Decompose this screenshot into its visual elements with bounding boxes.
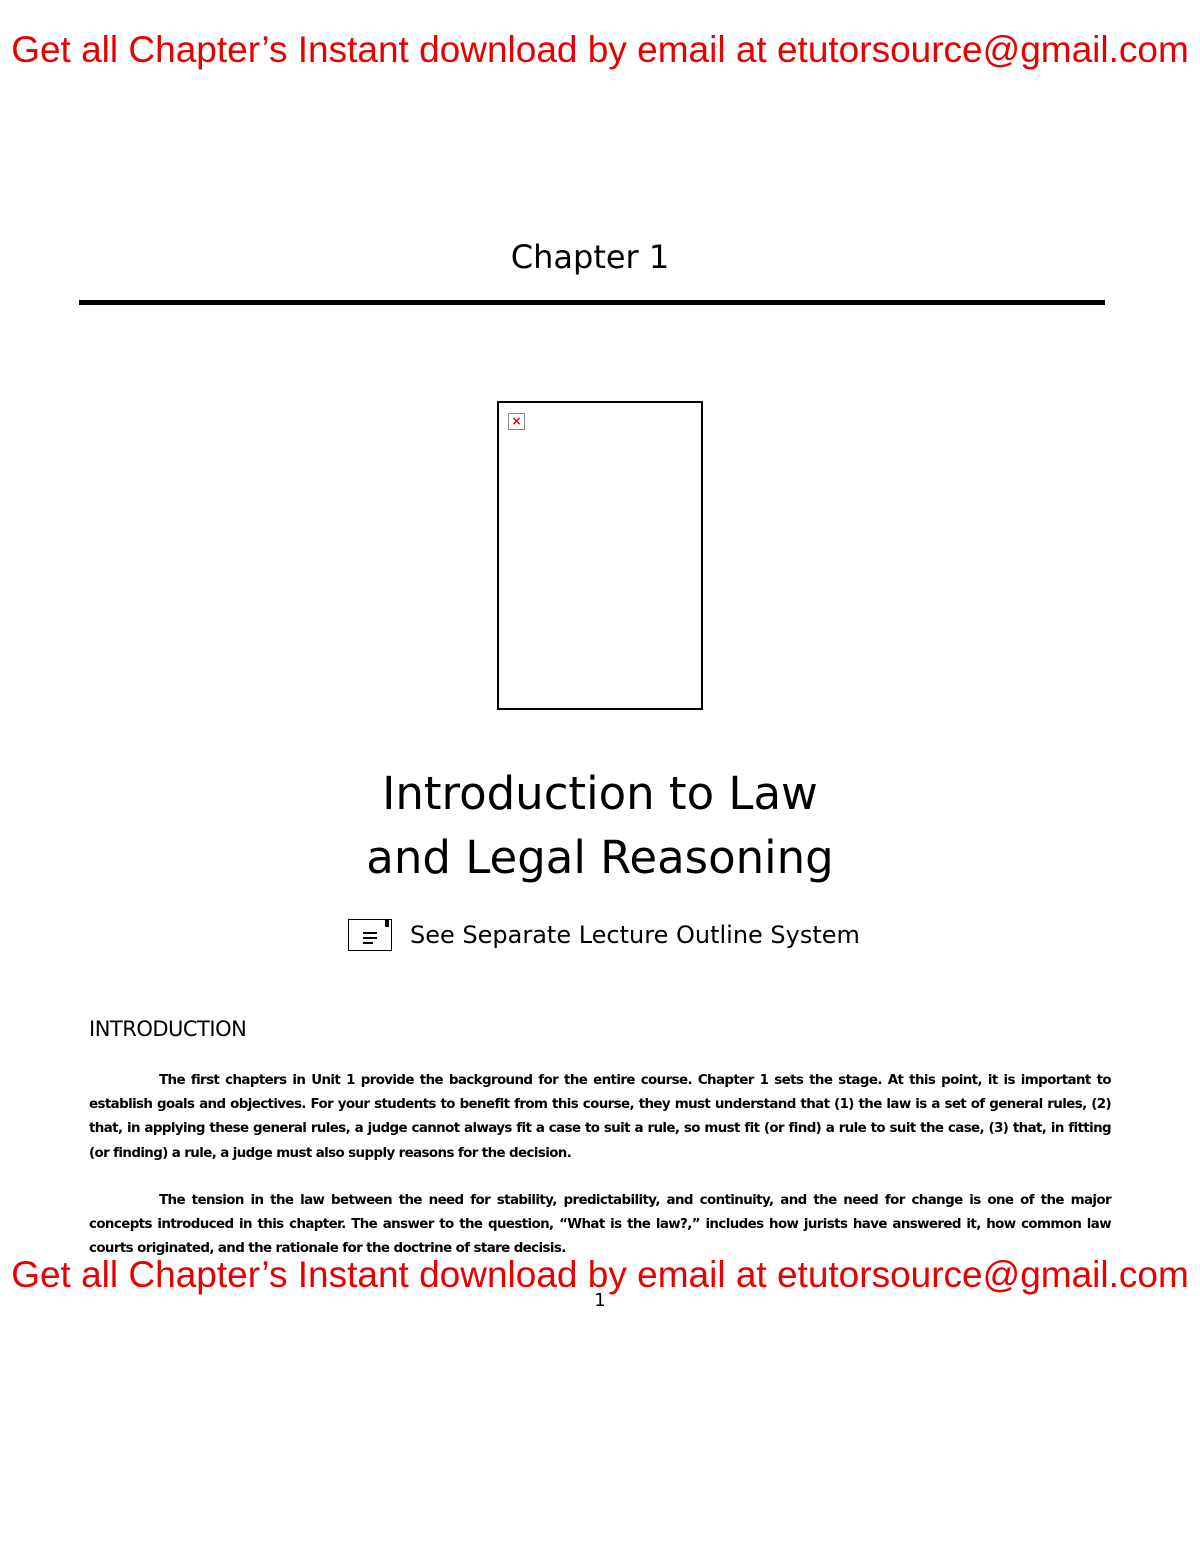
section-heading-introduction: INTRODUCTION: [89, 1017, 247, 1041]
lecture-outline-icon: [348, 919, 392, 951]
chapter-image-placeholder: [497, 401, 703, 710]
chapter-divider: [79, 300, 1105, 305]
chapter-heading: Chapter 1: [510, 238, 670, 276]
lecture-outline-text: See Separate Lecture Outline System: [410, 921, 860, 949]
chapter-title: [0, 762, 1200, 890]
promo-banner-bottom: Get all Chapter’s Instant download by email at etutorsource@gmail.com: [11, 1254, 1189, 1295]
chapter-title-line-1: Introduction to Law: [382, 767, 818, 820]
intro-paragraph-1: The first chapters in Unit 1 provide the background for the entire course. Chapter 1 sets the stage. At this point, it is important to establish goals and objectives. For your students to benefit from this course, they must understand that (1) the law is a set of general rules, (2) that, in applying these general rules, a judge cannot always fit a case to suit a rule, so must fit (or find) a rule to suit the case, (3) that, in fitting (or finding) a rule, a judge must also supply reasons for the decision.: [89, 1073, 1111, 1161]
page-number: 1: [594, 1290, 606, 1311]
lecture-outline-note: [348, 915, 860, 955]
chapter-title-line-2: and Legal Reasoning: [366, 831, 834, 884]
promo-banner-top: Get all Chapter’s Instant download by email at etutorsource@gmail.com: [11, 29, 1189, 70]
broken-image-icon: ×: [508, 413, 525, 430]
intro-paragraph-2: The tension in the law between the need for stability, predictability, and continuity, and the need for change is one of the major concepts introduced in this chapter. The answer to the question, “What is the law?,” includes how jurists have answered it, how common law courts originated, and the rationale for the doctrine of stare decisis.: [89, 1193, 1111, 1257]
